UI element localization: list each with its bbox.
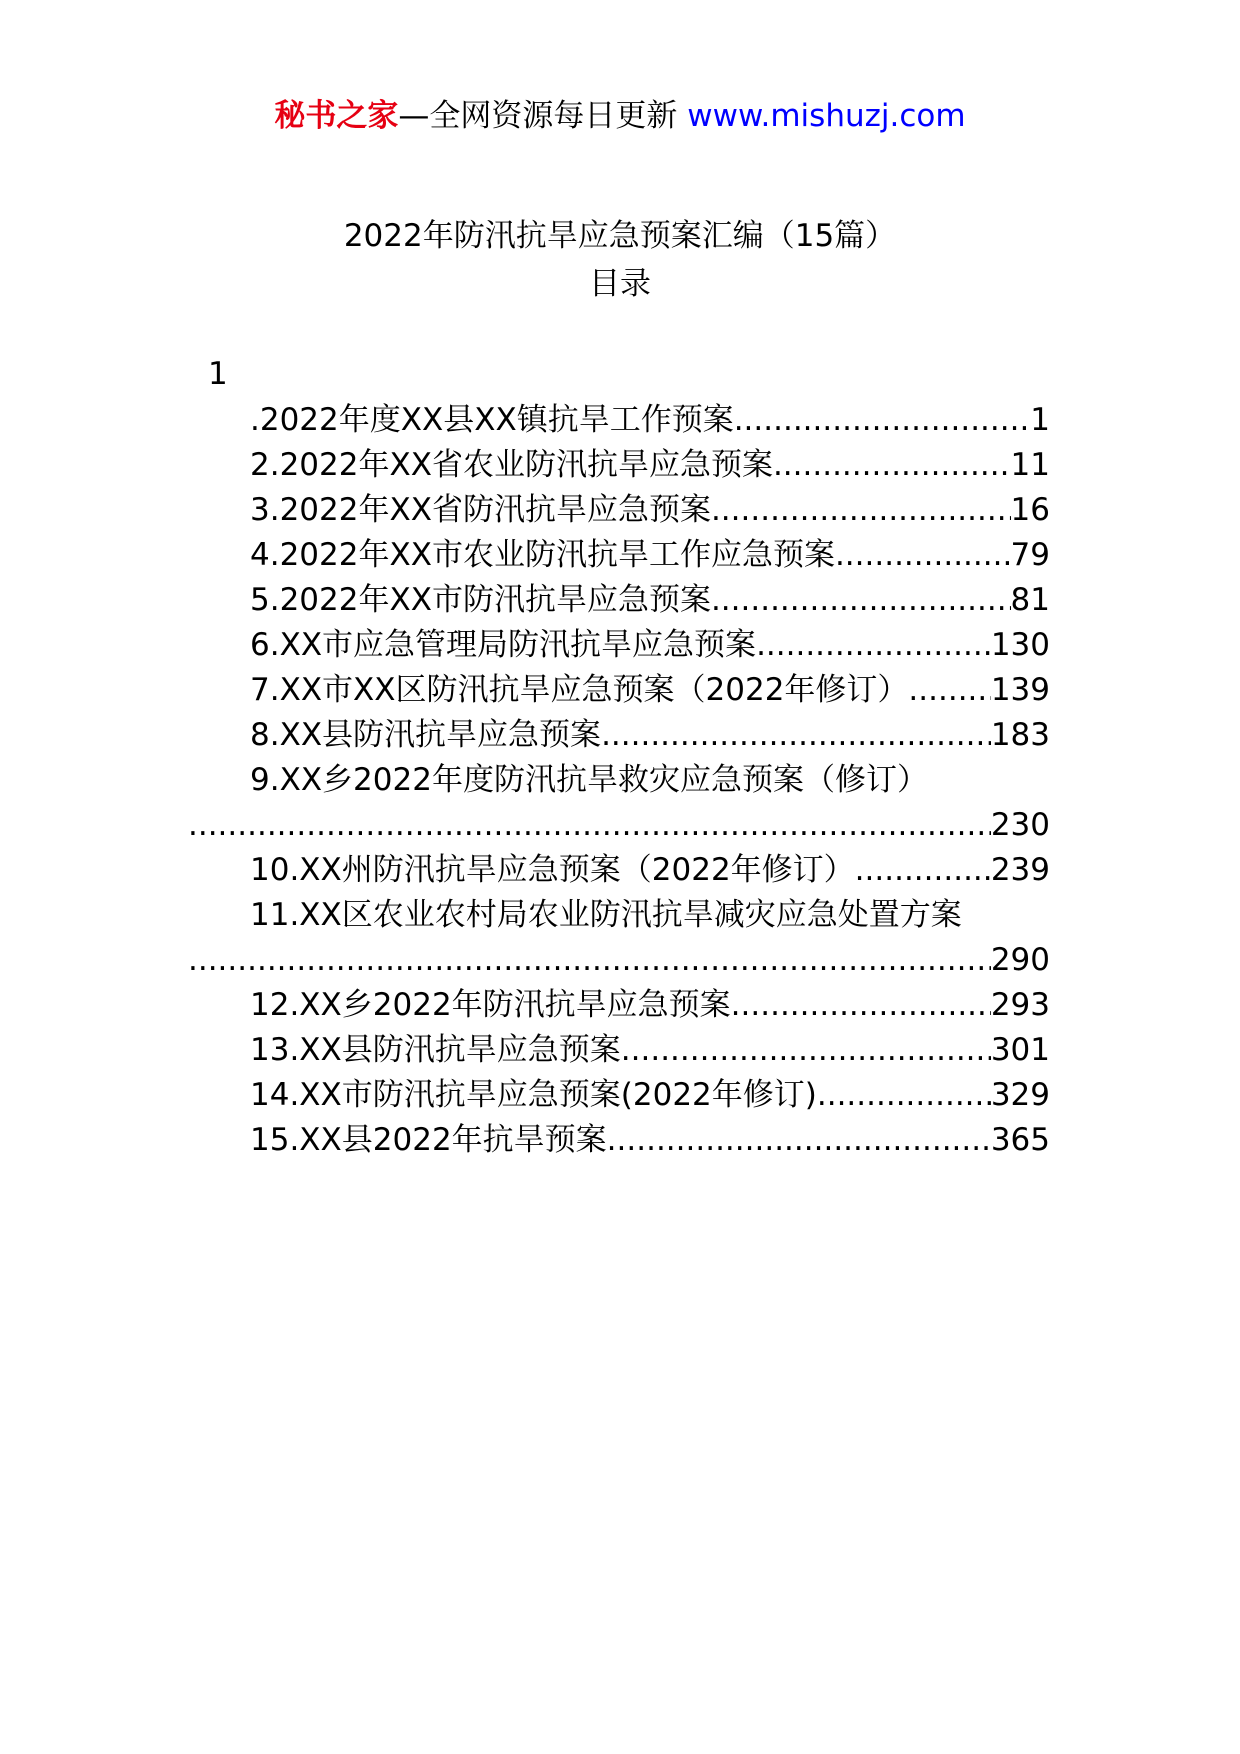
toc-dot-leader <box>711 578 1011 623</box>
toc-entry-leader-line <box>188 803 1050 848</box>
toc-entry-page: 301 <box>990 1032 1050 1068</box>
site-url-link[interactable]: www.mishuzj.com <box>687 98 966 134</box>
toc-entry-title: 8.XX县防汛抗旱应急预案 <box>250 717 602 753</box>
toc-entry-title: 6.XX市应急管理局防汛抗旱应急预案 <box>250 627 757 663</box>
toc-entry-leader-line <box>188 938 1050 983</box>
toc-entry-page: 365 <box>990 1122 1050 1158</box>
toc-dot-leader <box>188 938 991 983</box>
toc-dot-leader <box>607 1118 991 1163</box>
toc-entry-title: 10.XX州防汛抗旱应急预案（2022年修订） <box>250 852 855 888</box>
document-title: 2022年防汛抗旱应急预案汇编（15篇） <box>343 218 897 254</box>
site-header <box>0 96 1240 136</box>
toc-entry-7[interactable] <box>188 668 1050 713</box>
toc-dot-leader <box>835 533 1011 578</box>
toc-entry-title: 7.XX市XX区防汛抗旱应急预案（2022年修订） <box>250 672 909 708</box>
toc-entry-page: 239 <box>990 852 1050 888</box>
toc-entry-4[interactable] <box>188 533 1050 578</box>
toc-dot-leader <box>601 713 991 758</box>
toc-entry-title: 5.2022年XX市防汛抗旱应急预案 <box>250 582 711 618</box>
toc-entry-page: 230 <box>990 807 1050 843</box>
toc-entry-10[interactable] <box>188 848 1050 893</box>
toc-dot-leader <box>756 623 991 668</box>
toc-entry-page: 11 <box>1010 447 1050 483</box>
toc-section-number: 1 <box>208 356 228 392</box>
table-of-contents <box>188 398 1050 1163</box>
toc-entry-title: 11.XX区农业农村局农业防汛抗旱减灾应急处置方案 <box>250 897 962 933</box>
toc-entry-title: 13.XX县防汛抗旱应急预案 <box>250 1032 621 1068</box>
toc-entry-1[interactable] <box>188 398 1050 443</box>
toc-dot-leader <box>711 488 1011 533</box>
toc-entry-14[interactable] <box>188 1073 1050 1118</box>
toc-dot-leader <box>621 1028 991 1073</box>
toc-entry-page: 290 <box>990 942 1050 978</box>
toc-entry-9[interactable] <box>188 758 1050 848</box>
toc-entry-page: 329 <box>990 1077 1050 1113</box>
toc-dot-leader <box>731 983 991 1028</box>
toc-dot-leader <box>188 803 991 848</box>
toc-entry-page: 139 <box>990 672 1050 708</box>
toc-entry-5[interactable] <box>188 578 1050 623</box>
toc-entry-page: 130 <box>990 627 1050 663</box>
toc-heading: 目录 <box>589 266 651 302</box>
toc-entry-page: 79 <box>1010 537 1050 573</box>
toc-entry-page: 16 <box>1010 492 1050 528</box>
toc-entry-title: 12.XX乡2022年防汛抗旱应急预案 <box>250 987 731 1023</box>
site-slogan: —全网资源每日更新 <box>398 98 678 134</box>
toc-dot-leader <box>855 848 991 893</box>
toc-entry-6[interactable] <box>188 623 1050 668</box>
toc-entry-title: .2022年度XX县XX镇抗旱工作预案 <box>250 402 734 438</box>
toc-entry-13[interactable] <box>188 1028 1050 1073</box>
toc-entry-page: 183 <box>990 717 1050 753</box>
toc-entry-title: 15.XX县2022年抗旱预案 <box>250 1122 607 1158</box>
toc-entry-title: 2.2022年XX省农业防汛抗旱应急预案 <box>250 447 773 483</box>
toc-entry-2[interactable] <box>188 443 1050 488</box>
toc-entry-15[interactable] <box>188 1118 1050 1163</box>
toc-entry-page: 81 <box>1010 582 1050 618</box>
toc-entry-page: 1 <box>1030 402 1050 438</box>
toc-entry-title: 3.2022年XX省防汛抗旱应急预案 <box>250 492 711 528</box>
toc-entry-12[interactable] <box>188 983 1050 1028</box>
toc-entry-8[interactable] <box>188 713 1050 758</box>
toc-dot-leader <box>817 1073 991 1118</box>
toc-dot-leader <box>734 398 1031 443</box>
toc-entry-page: 293 <box>990 987 1050 1023</box>
toc-dot-leader <box>908 668 990 713</box>
brand-name: 秘书之家 <box>274 98 399 134</box>
toc-dot-leader <box>773 443 1011 488</box>
toc-entry-11[interactable] <box>188 893 1050 983</box>
toc-entry-title: 14.XX市防汛抗旱应急预案(2022年修订) <box>250 1077 817 1113</box>
toc-entry-3[interactable] <box>188 488 1050 533</box>
toc-entry-title: 9.XX乡2022年度防汛抗旱救灾应急预案（修订） <box>250 762 928 798</box>
toc-entry-title: 4.2022年XX市农业防汛抗旱工作应急预案 <box>250 537 835 573</box>
